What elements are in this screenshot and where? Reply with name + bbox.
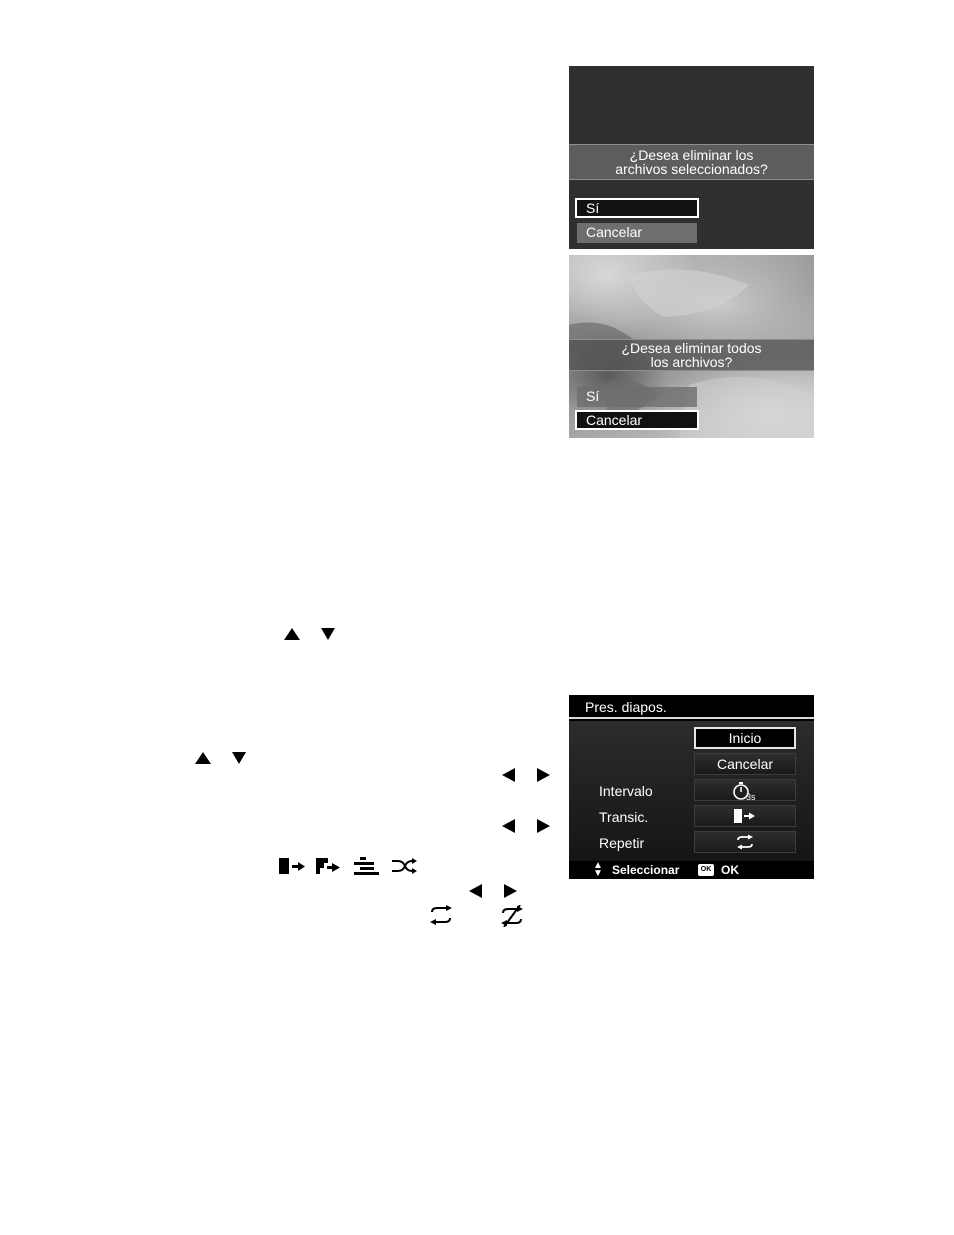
- repeat-icon: [427, 905, 455, 925]
- interval-selector[interactable]: [694, 779, 796, 801]
- slideshow-title: Pres. diapos.: [569, 695, 814, 719]
- interval-label: Intervalo: [599, 783, 653, 799]
- prompt-line-2: archivos seleccionados?: [615, 161, 768, 177]
- cancel-button[interactable]: Cancelar: [694, 753, 796, 775]
- arrow-up-icon: [195, 752, 211, 764]
- transition-stair-icon: [316, 857, 342, 875]
- slideshow-menu: [569, 721, 814, 861]
- arrow-left-icon: [502, 819, 515, 833]
- start-button[interactable]: Inicio: [694, 727, 796, 749]
- transition-selector[interactable]: [694, 805, 796, 827]
- cancel-option[interactable]: Cancelar: [575, 410, 699, 430]
- delete-all-prompt: [569, 339, 814, 371]
- footer-ok-text: OK: [721, 863, 739, 877]
- delete-all-screen: [569, 255, 814, 438]
- slideshow-footer: [569, 861, 814, 879]
- repeat-off-icon: [498, 905, 526, 927]
- arrow-right-icon: [537, 768, 550, 782]
- yes-option[interactable]: Sí: [577, 387, 697, 407]
- delete-selected-prompt: [569, 144, 814, 180]
- transition-slide-icon: [279, 857, 307, 875]
- cancel-option[interactable]: Cancelar: [577, 223, 697, 243]
- ok-button-icon: OK: [698, 864, 714, 876]
- footer-select-text: Seleccionar: [612, 863, 680, 877]
- yes-option[interactable]: Sí: [575, 198, 699, 218]
- slideshow-screen: [569, 695, 814, 879]
- transition-slide-icon: [734, 809, 756, 823]
- arrow-left-icon: [469, 884, 482, 898]
- arrow-right-icon: [537, 819, 550, 833]
- repeat-label: Repetir: [599, 835, 645, 851]
- repeat-icon: [734, 834, 756, 850]
- prompt-line-2: los archivos?: [650, 354, 733, 370]
- arrow-up-icon: [284, 628, 300, 640]
- interval-suffix: 3s: [746, 792, 756, 801]
- prompt-line-1: ¿Desea eliminar todos: [621, 340, 762, 356]
- transition-random-icon: [391, 857, 417, 875]
- arrow-down-icon: [232, 752, 246, 764]
- timer-3s-icon: [732, 781, 758, 801]
- arrow-down-icon: [321, 628, 335, 640]
- repeat-selector[interactable]: [694, 831, 796, 853]
- up-down-selector-icon: ▲ ▼: [593, 860, 603, 879]
- arrow-right-icon: [504, 884, 517, 898]
- prompt-line-1: ¿Desea eliminar los: [629, 147, 754, 163]
- arrow-left-icon: [502, 768, 515, 782]
- transition-lines-icon: [354, 857, 380, 875]
- delete-selected-screen: [569, 66, 814, 249]
- transition-label: Transic.: [599, 809, 649, 825]
